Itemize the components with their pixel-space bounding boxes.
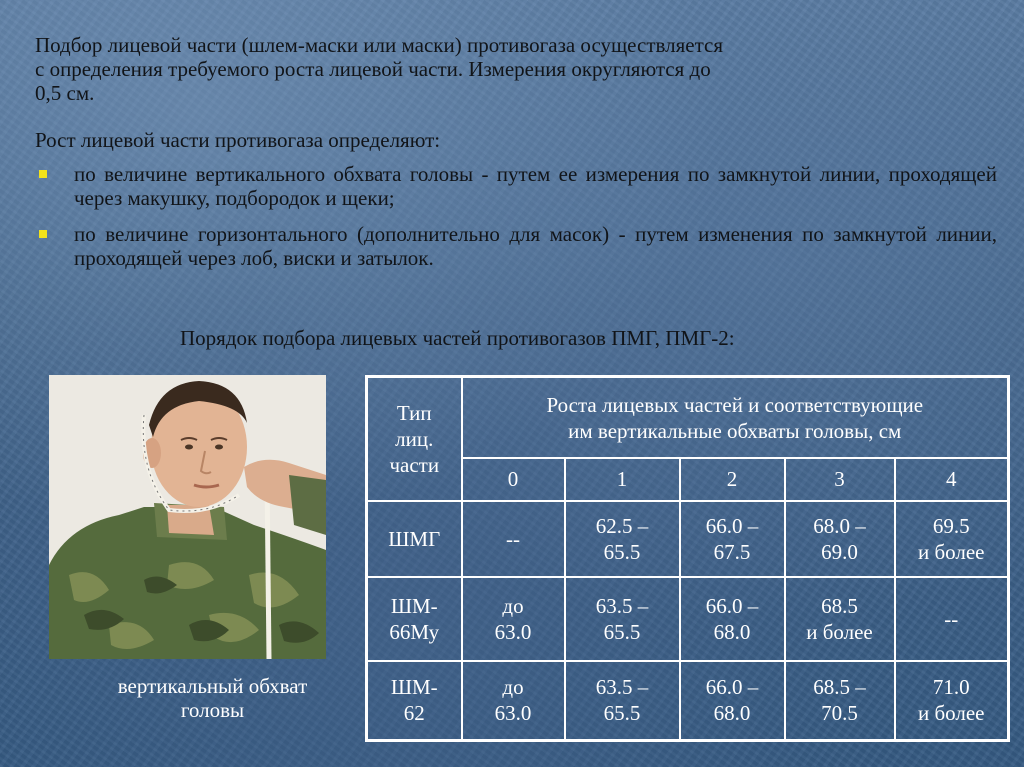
cell-text: 66.0 –: [705, 593, 759, 618]
cell-text: 66.0 –: [705, 513, 759, 538]
size-column-header: 3: [785, 458, 895, 500]
table-header-row: [367, 377, 1009, 459]
intro-line: 0,5 см.: [35, 81, 95, 105]
cell-text: 68.0 –: [813, 513, 866, 538]
table-row: [367, 577, 1009, 661]
cell-text: и более: [917, 539, 985, 564]
size-group-header: [462, 377, 1009, 459]
list-item: [35, 162, 997, 210]
cell-text: ШМГ: [388, 526, 441, 551]
cell-text: 62: [403, 701, 425, 726]
cell-text: 65.5: [603, 539, 641, 564]
bullet-list: [35, 162, 997, 282]
table-row: [367, 501, 1009, 578]
size-cell: [680, 577, 785, 661]
cell-text: ШМ-: [390, 675, 438, 700]
cell-text: 69.0: [821, 539, 858, 564]
square-bullet-icon: [39, 230, 47, 238]
size-cell: [565, 661, 680, 741]
size-number-row: [367, 458, 1009, 500]
size-cell: [895, 577, 1009, 661]
cell-text: 70.5: [821, 701, 858, 726]
cell-text: до: [502, 675, 524, 700]
cell-text: 66.0 –: [705, 675, 759, 700]
subheading: Рост лицевой части противогаза определяют:: [35, 128, 441, 152]
size-cell: [462, 501, 565, 578]
header-text: лиц.: [395, 426, 434, 451]
header-text: Роста лицевых частей и соответствующие: [546, 392, 924, 417]
cell-text: и более: [806, 619, 873, 644]
cell-text: 71.0: [932, 675, 970, 700]
cell-text: 68.0: [713, 619, 751, 644]
cell-text: до: [502, 593, 524, 618]
intro-line: Подбор лицевой части (шлем-маски или маски) противогаза осуществляется: [35, 33, 724, 57]
size-cell: [680, 501, 785, 578]
size-column-header: 2: [680, 458, 785, 500]
cell-text: 68.5: [821, 593, 858, 618]
size-cell: [680, 661, 785, 741]
table-caption: Порядок подбора лицевых частей противогазов ПМГ, ПМГ-2:: [180, 326, 735, 350]
size-cell: [785, 577, 895, 661]
cell-text: 67.5: [713, 539, 751, 564]
size-cell: [785, 661, 895, 741]
table-row: [367, 661, 1009, 741]
cell-text: --: [944, 606, 959, 631]
list-item-text: по величине горизонтального (дополнительно для масок) - путем изменения по замкнутой линии, проходящей через лоб, виски и затылок.: [74, 222, 997, 270]
header-text: им вертикальные обхваты головы, см: [568, 418, 902, 443]
size-cell: [565, 501, 680, 578]
cell-text: --: [506, 526, 520, 551]
size-column-header: 1: [565, 458, 680, 500]
cell-text: 62.5 –: [595, 513, 649, 538]
photo-caption-line: головы: [180, 698, 245, 722]
size-cell: [565, 577, 680, 661]
size-cell: [895, 661, 1009, 741]
photo-caption: [49, 674, 376, 722]
type-cell: [367, 661, 462, 741]
cell-text: 68.0: [713, 701, 751, 726]
cell-text: 63.5 –: [595, 593, 649, 618]
photo-caption-line: вертикальный обхват: [117, 674, 308, 698]
cell-text: 63.5 –: [595, 675, 649, 700]
header-text: части: [389, 452, 440, 477]
size-cell: [895, 501, 1009, 578]
list-item-text: по величине вертикального обхвата головы - путем ее измерения по замкнутой линии, проходящей через макушку, подбородок и щеки;: [74, 162, 997, 210]
soldier-measurement-photo: [49, 375, 326, 659]
intro-paragraph: [35, 33, 997, 105]
square-bullet-icon: [39, 170, 47, 178]
cell-text: 68.5 –: [813, 675, 866, 700]
header-text: Тип: [396, 400, 432, 425]
cell-text: 65.5: [603, 619, 641, 644]
size-cell: [462, 661, 565, 741]
type-cell: [367, 501, 462, 578]
cell-text: 66Му: [389, 619, 440, 644]
mask-size-table: [365, 375, 1010, 742]
cell-text: 63.0: [494, 619, 532, 644]
cell-text: 69.5: [932, 513, 970, 538]
type-cell: [367, 577, 462, 661]
size-column-header: 4: [895, 458, 1009, 500]
cell-text: и более: [917, 701, 985, 726]
cell-text: 63.0: [494, 701, 532, 726]
size-column-header: 0: [462, 458, 565, 500]
type-column-header: [367, 377, 462, 501]
soldier-photo-illustration: [49, 375, 326, 659]
size-cell: [462, 577, 565, 661]
cell-text: 65.5: [603, 701, 641, 726]
intro-line: с определения требуемого роста лицевой части. Измерения округляются до: [35, 57, 711, 81]
size-cell: [785, 501, 895, 578]
list-item: [35, 222, 997, 270]
cell-text: ШМ-: [390, 593, 438, 618]
